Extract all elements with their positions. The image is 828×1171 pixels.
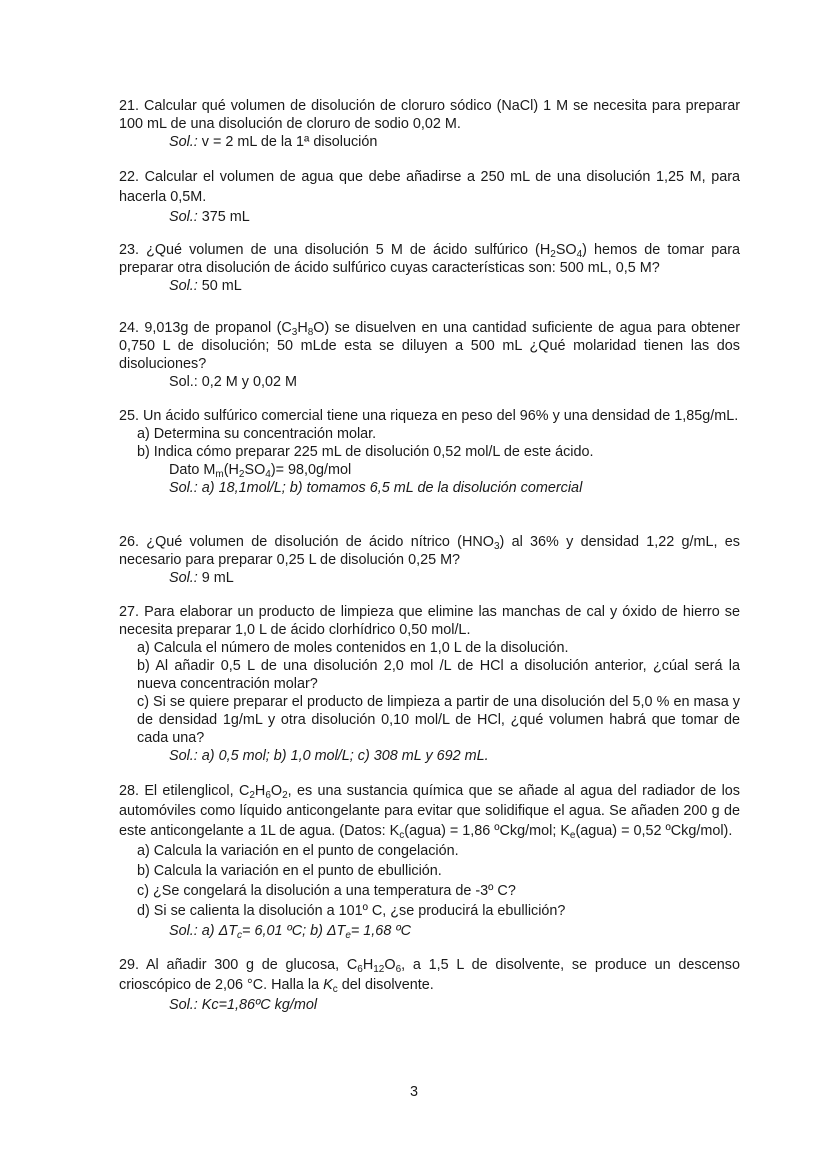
exercise-25-data: [169, 461, 740, 479]
exercise-28-solution: [169, 921, 740, 941]
text-part: , a 1,5 L de disolvente, se produce un descenso crioscópico de 2,06 °C. Halla la: [119, 957, 740, 993]
exercise-26-solution: [169, 569, 740, 587]
exercise-25: [119, 407, 740, 497]
exercise-22: [119, 167, 740, 227]
exercise-list: [119, 97, 740, 1015]
text-part: = 6,01 ºC; b) ΔT: [242, 923, 346, 939]
exercise-25-statement: 25. Un ácido sulfúrico comercial tiene una riqueza en peso del 96% y una densidad de 1,85g/mL.: [119, 408, 739, 424]
subscript: 6: [395, 964, 402, 975]
text-part: ) hemos de tomar para preparar otra disolución de ácido sulfúrico cuyas características son: 500 mL, 0,5 M?: [119, 242, 740, 276]
text-part: 28. El etilenglicol, C: [119, 783, 250, 799]
subscript: c: [332, 984, 338, 995]
sol-label: Sol.:: [169, 134, 198, 150]
exercise-28-part-c: c) ¿Se congelará la disolución a una temperatura de -3º C?: [137, 883, 516, 899]
exercise-25-part-a: a) Determina su concentración molar.: [137, 426, 377, 442]
exercise-21-statement: 21. Calcular qué volumen de disolución de cloruro sódico (NaCl) 1 M se necesita para preparar 100 mL de una disolución de cloruro de sodio 0,02 M.: [119, 98, 740, 132]
text-part: 23. ¿Qué volumen de una disolución 5 M de ácido sulfúrico (H: [119, 242, 551, 258]
text-part: (agua) = 0,52 ºCkg/mol).: [575, 823, 733, 839]
exercise-25-solution: Sol.: a) 18,1mol/L; b) tomamos 6,5 mL de la disolución comercial: [169, 480, 583, 496]
sol-value: 9 mL: [197, 570, 234, 586]
text-part: O: [270, 783, 283, 799]
exercise-26: [119, 533, 740, 587]
text-part: O: [384, 957, 396, 973]
text-part: Sol.: a) ΔT: [169, 923, 238, 939]
exercise-24: [119, 319, 740, 391]
sol-value: 50 mL: [197, 278, 242, 294]
text-part: , es una sustancia química que se añade al agua del radiador de los automóviles como líquido anticongelante para evitar que solidifique el agua. Se añaden 200 g de este anticongelante a 1L de agua. (Datos: K: [119, 783, 740, 839]
subscript: 6: [357, 964, 363, 975]
exercise-27-statement: 27. Para elaborar un producto de limpieza que elimine las manchas de cal y óxido de hierro se necesita preparar 1,0 L de ácido clorhídrico 0,50 mol/L.: [119, 604, 740, 638]
sol-value: 375 mL: [197, 209, 250, 225]
constant-symbol: K: [323, 977, 333, 993]
exercise-27-solution: Sol.: a) 0,5 mol; b) 1,0 mol/L; c) 308 mL y 692 mL.: [169, 748, 489, 764]
sol-label: Sol.:: [169, 570, 198, 586]
subscript: 4: [265, 469, 271, 480]
exercise-28-part-d: d) Si se calienta la disolución a 101º C, ¿se producirá la ebullición?: [137, 903, 566, 919]
text-part: del disolvente.: [337, 977, 434, 993]
exercise-27-part-c: c) Si se quiere preparar el producto de limpieza a partir de una disolución del 5,0 % en masa y de densidad 1g/mL y otra disolución 0,10 mol/L de HCl, ¿qué volumen habrá que tomar de cada una?: [137, 694, 740, 746]
exercise-27-part-b: b) Al añadir 0,5 L de una disolución 2,0 mol /L de HCl a disolución anterior, ¿cúal será la nueva concentración molar?: [137, 658, 740, 692]
text-part: ) al 36% y densidad 1,22 g/mL, es necesario para preparar 0,25 L de disolución 0,25 M?: [119, 534, 740, 568]
exercise-24-statement: [119, 319, 740, 373]
exercise-28-statement: [119, 781, 740, 841]
subscript: 2: [550, 249, 556, 260]
exercise-26-statement: [119, 533, 740, 569]
subscript: e: [569, 830, 576, 841]
text-part: 24. 9,013g de propanol (C: [119, 320, 292, 336]
subscript: 2: [282, 790, 288, 801]
subscript: 12: [373, 964, 385, 975]
page-number: 3: [409, 1084, 418, 1100]
text-part: (agua) = 1,86 ºCkg/mol; K: [404, 823, 570, 839]
subscript: 8: [307, 327, 314, 338]
text-part: Dato M: [169, 462, 216, 478]
sol-value: v = 2 mL de la 1ª disolución: [197, 134, 378, 150]
exercise-21: [119, 97, 740, 151]
exercise-23-solution: [169, 277, 740, 295]
subscript: 3: [291, 327, 298, 338]
exercise-22-statement: 22. Calcular el volumen de agua que debe añadirse a 250 mL de una disolución 1,25 M, para hacerla 0,5M.: [119, 169, 740, 205]
text-part: SO: [244, 462, 266, 478]
exercise-29: [119, 955, 740, 1015]
text-part: H: [362, 957, 374, 973]
exercise-21-solution: [169, 133, 740, 151]
exercise-27-part-a: a) Calcula el número de moles contenidos en 1,0 L de la disolución.: [137, 640, 569, 656]
exercise-28-part-b: b) Calcula la variación en el punto de ebullición.: [137, 863, 442, 879]
sol-label: Sol.:: [169, 209, 198, 225]
text-part: 26. ¿Qué volumen de disolución de ácido nítrico (HNO: [119, 534, 494, 550]
subscript: 2: [238, 469, 245, 480]
exercise-24-solution: Sol.: 0,2 M y 0,02 M: [169, 374, 297, 390]
exercise-29-statement: [119, 955, 740, 995]
text-part: SO: [555, 242, 577, 258]
subscript: 6: [265, 790, 271, 801]
subscript: e: [345, 930, 351, 941]
exercise-29-solution: Sol.: Kc=1,86ºC kg/mol: [169, 997, 318, 1013]
subscript: 2: [249, 790, 255, 801]
text-part: = 1,68 ºC: [350, 923, 411, 939]
exercise-28-part-a: a) Calcula la variación en el punto de congelación.: [137, 843, 459, 859]
text-part: 29. Al añadir 300 g de glucosa, C: [119, 957, 358, 973]
sol-label: Sol.:: [169, 278, 198, 294]
exercise-22-solution: [169, 207, 740, 227]
subscript: 3: [493, 541, 500, 552]
text-part: H: [297, 320, 308, 336]
subscript: c: [237, 930, 243, 941]
text-part: (H: [223, 462, 239, 478]
exercise-23: [119, 241, 740, 295]
text-part: O) se disuelven en una cantidad suficiente de agua para obtener 0,750 L de disolución; 50 mLde esta se diluyen a 500 mL ¿Qué molaridad tienen las dos disoluciones?: [119, 320, 740, 372]
exercise-23-statement: [119, 241, 740, 277]
subscript: 4: [576, 249, 583, 260]
exercise-28: [119, 781, 740, 941]
subscript: m: [215, 469, 224, 480]
text-part: )= 98,0g/mol: [270, 462, 352, 478]
subscript: c: [399, 830, 405, 841]
exercise-27: [119, 603, 740, 765]
exercise-25-part-b: b) Indica cómo preparar 225 mL de disolución 0,52 mol/L de este ácido.: [137, 444, 594, 460]
text-part: H: [254, 783, 266, 799]
